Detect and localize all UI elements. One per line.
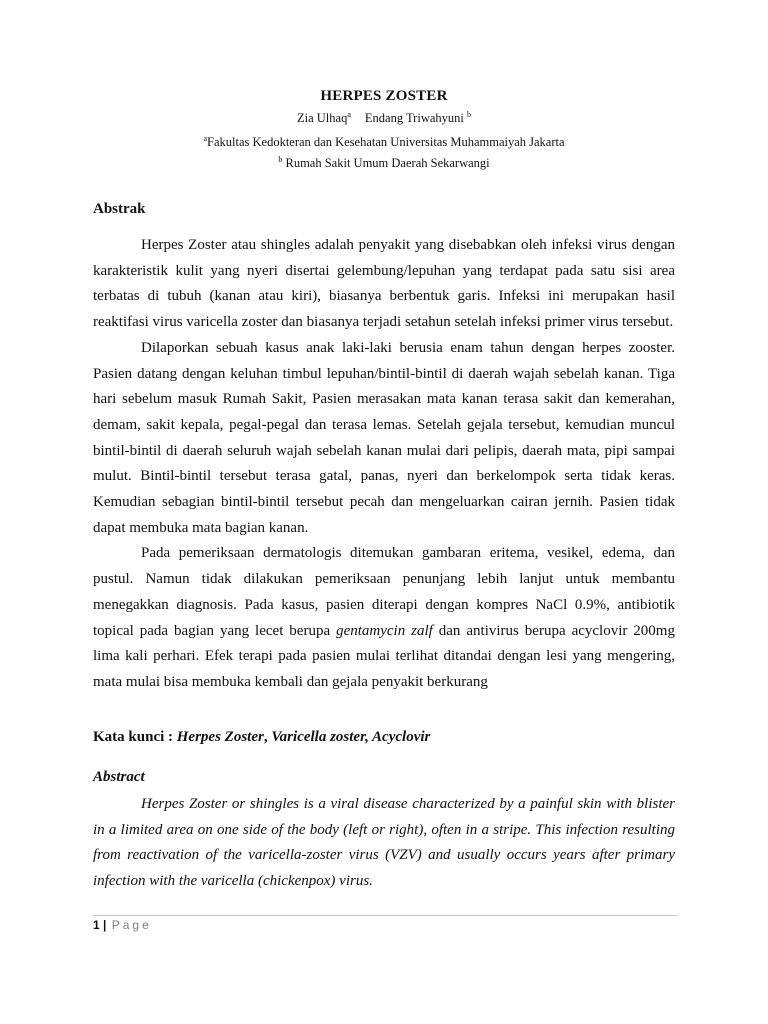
abstrak-text: Pada pemeriksaan dermatologis ditemukan gambaran eritema, vesikel, edema, dan pustul. Namun tidak dilakukan pemeriksaan penunjang lebih lanjut untuk membantu menegakkan diagnosis. Pada kasus, pasien diterapi dengan kompres NaCl 0.9%, antibiotik topical pada bagian yang lecet berupa xyxy=(93,545,675,639)
author-name: Zia Ulhaq xyxy=(297,111,348,125)
author-affiliation-mark: b xyxy=(467,110,471,119)
paper-title: HERPES ZOSTER xyxy=(320,88,448,104)
abstract-body xyxy=(93,792,675,895)
keywords-line xyxy=(93,729,430,746)
author-affiliation-mark: a xyxy=(347,110,351,119)
affiliation-text: Rumah Sakit Umum Daerah Sekarwangi xyxy=(285,156,490,170)
abstrak-paragraph: Dilaporkan sebuah kasus anak laki-laki berusia enam tahun dengan herpes zooster. Pasien datang dengan keluhan timbul lepuhan/bintil-bintil di daerah wajah sebelah kanan. Tiga hari sebelum masuk Rumah Sakit, Pasien merasakan mata kanan terasa sakit dan kemerahan, demam, sakit kepala, pegal-pegal dan terasa lemas. Setelah gejala tersebut, kemudian muncul bintil-bintil di daerah seluruh wajah sebelah kanan mulai dari pelipis, daerah mata, pipi sampai mulut. Bintil-bintil tersebut terasa gatal, panas, nyeri dan berkelompok serta tidak keras. Kemudian sebagian bintil-bintil tersebut pecah dan mengeluarkan cairan jernih. Pasien tidak dapat membuka mata bagian kanan. xyxy=(93,339,675,536)
keyword: Varicella zoster, Acyclovir xyxy=(271,729,431,745)
page-footer xyxy=(93,918,152,932)
abstrak-paragraph xyxy=(93,541,675,695)
affiliation xyxy=(0,155,768,171)
affiliation-mark: a xyxy=(203,134,208,143)
keyword-separator: , xyxy=(263,729,272,745)
abstrak-heading: Abstrak xyxy=(93,201,146,217)
abstract-heading: Abstract xyxy=(93,769,145,785)
page-number: 1 xyxy=(93,918,100,932)
author-name: Endang Triwahyuni xyxy=(364,111,464,125)
affiliation xyxy=(0,134,768,150)
abstrak-body xyxy=(93,233,675,696)
keyword: Herpes Zoster xyxy=(176,729,264,745)
affiliation-text: Fakultas Kedokteran dan Kesehatan Universitas Muhammaiyah Jakarta xyxy=(207,135,565,149)
abstrak-text: dan antivirus berupa acyclovir 200mg lima kali perhari. Efek terapi pada pasien mulai terlihat ditandai dengan lesi yang mengering, mata mulai bisa membuka kembali dan gejala penyakit berkurang xyxy=(93,622,675,690)
keywords-label: Kata kunci : xyxy=(93,729,177,745)
author-list xyxy=(0,110,768,126)
abstract-paragraph: Herpes Zoster or shingles is a viral disease characterized by a painful skin with blister in a limited area on one side of the body (left or right), often in a stripe. This infection resulting from reactivation of the varicella-zoster virus (VZV) and usually occurs years after primary infection with the varicella (chickenpox) virus. xyxy=(93,796,675,890)
footer-separator: | xyxy=(103,918,107,932)
footer-divider xyxy=(93,915,678,916)
affiliation-mark: b xyxy=(278,155,283,164)
abstrak-paragraph: Herpes Zoster atau shingles adalah penyakit yang disebabkan oleh infeksi virus dengan karakteristik kulit yang nyeri disertai gelembung/lepuhan yang terdapat pada satu sisi area terbatas di tubuh (kanan atau kiri), biasanya berbentuk garis. Infeksi ini merupakan hasil reaktifasi virus varicella zoster dan biasanya terjadi setahun setelah infeksi primer virus tersebut. xyxy=(93,237,675,331)
drug-name: gentamycin zalf xyxy=(336,622,433,639)
page-label: Page xyxy=(111,918,152,932)
